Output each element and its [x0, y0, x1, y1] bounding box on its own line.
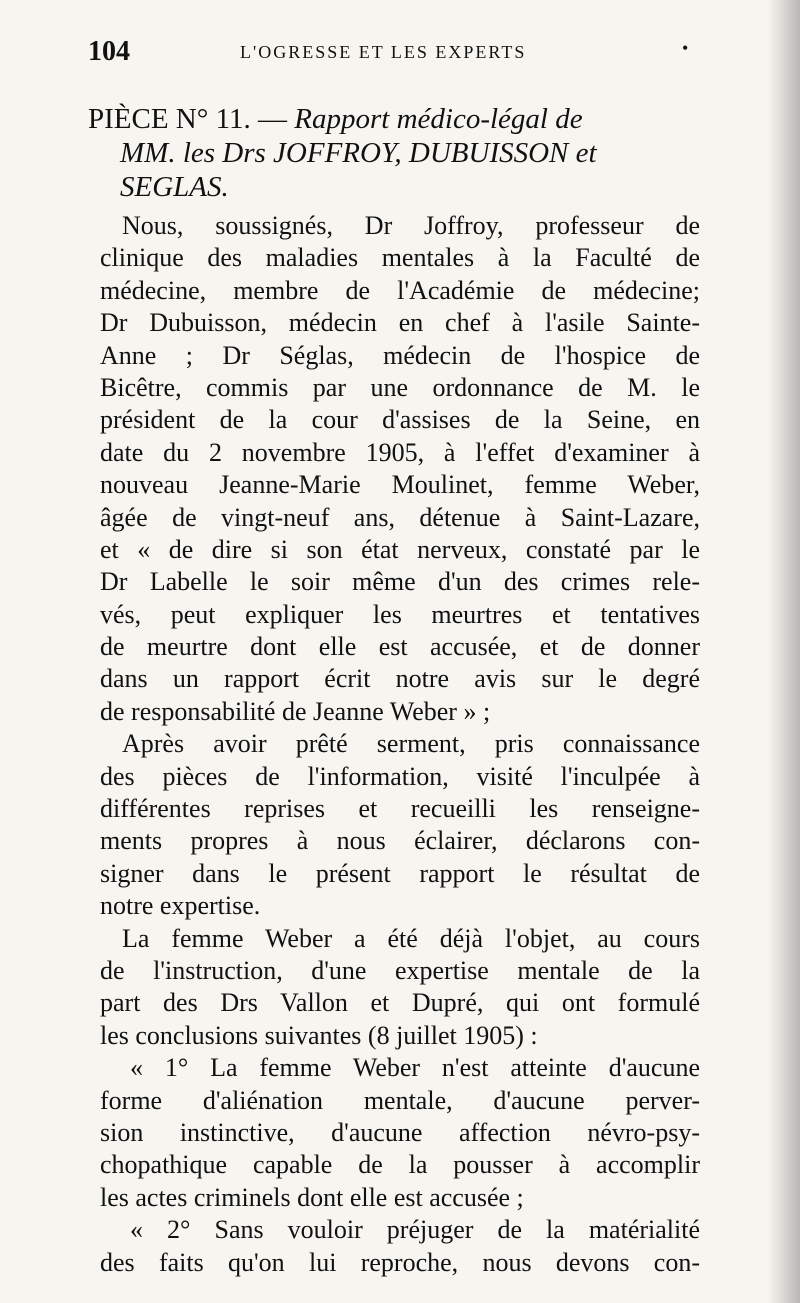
page-edge-shadow: [768, 0, 800, 1303]
text-line: Dr Dubuisson, médecin en chef à l'asile Sainte-: [100, 308, 700, 338]
text-line: part des Drs Vallon et Dupré, qui ont formulé: [100, 988, 700, 1018]
text-line: de meurtre dont elle est accusée, et de donner: [100, 632, 700, 662]
heading-report-title: Rapport médico-légal de: [294, 103, 583, 135]
text-line: et « de dire si son état nerveux, constaté par le: [100, 534, 700, 564]
heading-piece-number: PIÈCE N° 11. —: [88, 103, 295, 135]
text-line: nouveau Jeanne-Marie Moulinet, femme Weber,: [100, 470, 700, 500]
text-line: Anne ; Dr Séglas, médecin de l'hospice de: [100, 340, 700, 370]
heading-line-1: [88, 102, 698, 136]
text-line: des pièces de l'information, visité l'inculpée à: [100, 761, 700, 791]
text-line: Dr Labelle le soir même d'un des crimes rele-: [100, 567, 700, 597]
text-line: ments propres à nous éclairer, déclarons con-: [100, 826, 700, 856]
text-line: de responsabilité de Jeanne Weber » ;: [100, 696, 491, 726]
page-number: 104: [88, 36, 130, 67]
text-line: clinique des maladies mentales à la Faculté de: [100, 243, 700, 273]
text-line: forme d'aliénation mentale, d'aucune perver-: [100, 1085, 700, 1115]
text-line: les conclusions suivantes (8 juillet 1905) :: [100, 1020, 538, 1050]
text-line: La femme Weber a été déjà l'objet, au cours: [122, 923, 700, 953]
text-line: de l'instruction, d'une expertise mentale de la: [100, 955, 700, 985]
text-line: les actes criminels dont elle est accusée ;: [100, 1182, 524, 1212]
text-line: Bicêtre, commis par une ordonnance de M. le: [100, 372, 700, 402]
heading-line-3: SEGLAS.: [120, 171, 229, 203]
text-line: dans un rapport écrit notre avis sur le degré: [100, 664, 700, 694]
text-line: « 1° La femme Weber n'est atteinte d'aucune: [130, 1053, 700, 1083]
text-line: sion instinctive, d'aucune affection névro-psy-: [100, 1117, 700, 1147]
text-line: médecine, membre de l'Académie de médecine;: [100, 275, 700, 305]
section-heading: [88, 102, 698, 204]
text-line: âgée de vingt-neuf ans, détenue à Saint-Lazare,: [100, 502, 700, 532]
running-head: [88, 36, 718, 66]
text-line: Après avoir prêté serment, pris connaissance: [122, 729, 700, 759]
text-line: Nous, soussignés, Dr Joffroy, professeur de: [122, 211, 700, 240]
text-line: vés, peut expliquer les meurtres et tentatives: [100, 599, 700, 629]
text-line: notre expertise.: [100, 891, 261, 921]
heading-line-2: MM. les Drs JOFFROY, DUBUISSON et: [120, 137, 597, 169]
body-text: [100, 210, 700, 1279]
running-ornament: •: [682, 38, 689, 58]
text-line: date du 2 novembre 1905, à l'effet d'examiner à: [100, 437, 700, 467]
text-line: différentes reprises et recueilli les renseigne-: [100, 794, 700, 824]
text-line: « 2° Sans vouloir préjuger de la matérialité: [130, 1215, 700, 1245]
running-title: L'OGRESSE ET LES EXPERTS: [240, 42, 527, 62]
text-line: président de la cour d'assises de la Seine, en: [100, 405, 700, 435]
text-line: chopathique capable de la pousser à accomplir: [100, 1150, 700, 1180]
text-line: signer dans le présent rapport le résultat de: [100, 858, 700, 888]
text-line: des faits qu'on lui reproche, nous devons con-: [100, 1247, 700, 1277]
